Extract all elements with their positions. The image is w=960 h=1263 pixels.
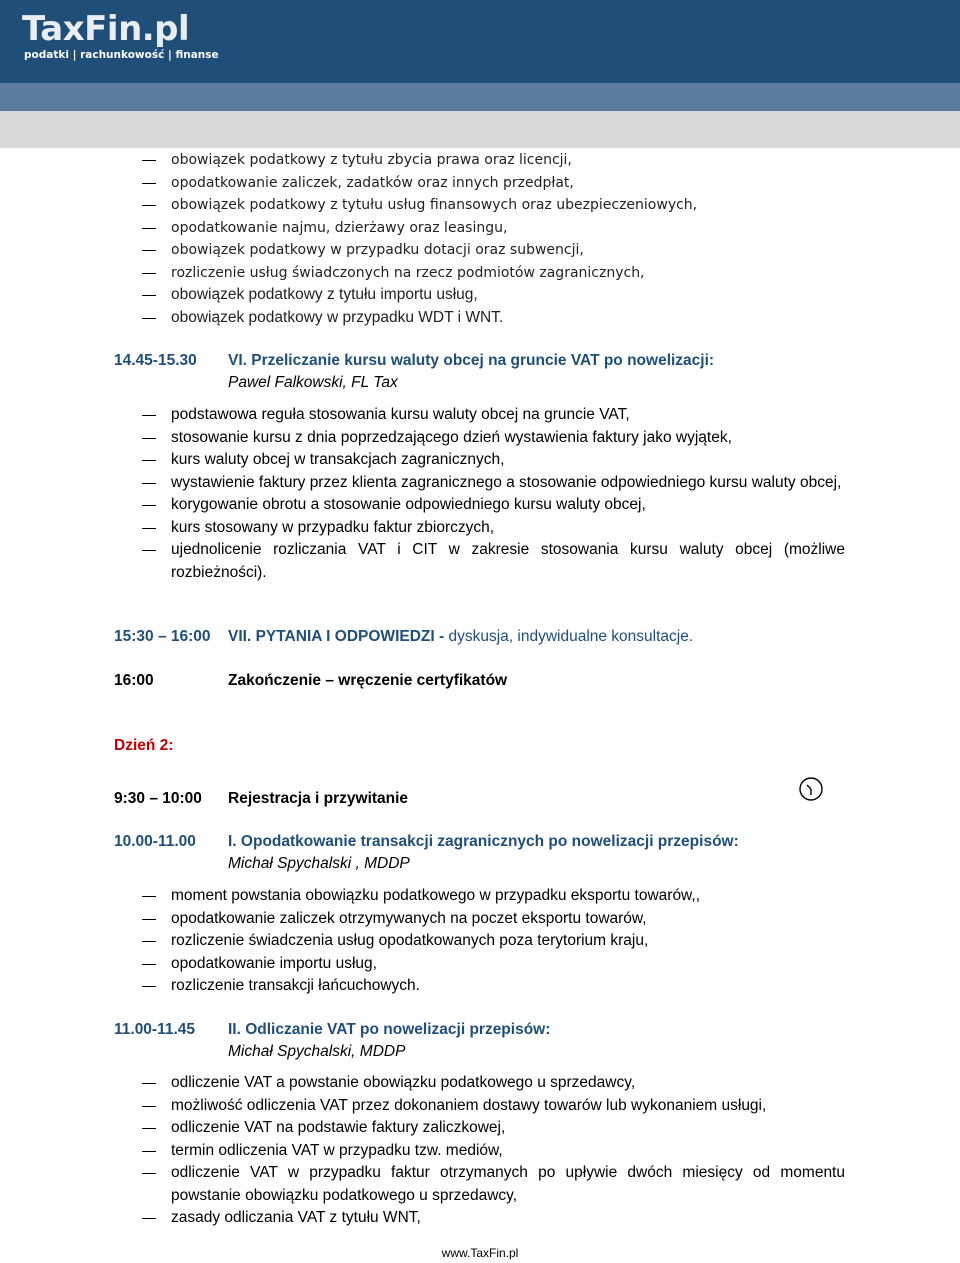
logo-tagline: podatki | rachunkowość | finanse [24,49,219,61]
header-grey-strip [0,111,960,148]
session-title: VI. Przeliczanie kursu waluty obcej na gruncie VAT po nowelizacji: [228,352,715,369]
footer-url: www.TaxFin.pl [441,1246,519,1260]
list-item: rozliczenie usług świadczonych na rzecz podmiotów zagranicznych, [0,262,845,285]
session-time: 14.45-15.30 [114,352,197,369]
session-speaker: Pawel Falkowski, FL Tax [228,374,398,391]
list-item: moment powstania obowiązku podatkowego w przypadku eksportu towarów,, [0,885,845,908]
list-item: rozliczenie transakcji łańcuchowych. [0,975,845,998]
session-time: 15:30 – 16:00 [114,628,211,645]
header-bar [0,0,960,83]
list-item: odliczenie VAT na podstawie faktury zaliczkowej, [0,1117,845,1140]
session-speaker: Michał Spychalski, MDDP [228,1043,406,1060]
list-item: odliczenie VAT a powstanie obowiązku podatkowego u sprzedawcy, [0,1072,845,1095]
logo-text: TaxFin.pl [22,9,190,49]
list-item: możliwość odliczenia VAT przez dokonaniem dostawy towarów lub wykonaniem usługi, [0,1095,845,1118]
session-title: VII. PYTANIA I ODPOWIEDZI - dyskusja, indywidualne konsultacje. [228,628,694,645]
list-item: obowiązek podatkowy w przypadku dotacji oraz subwencji, [0,239,845,262]
list-item: odliczenie VAT w przypadku faktur otrzymanych po upływie dwóch miesięcy od momentu powstanie obowiązku podatkowego u sprzedawcy, [0,1162,845,1207]
list-item: rozliczenie świadczenia usług opodatkowanych poza terytorium kraju, [0,930,845,953]
session-2-topics [0,1072,845,1230]
list-item: termin odliczenia VAT w przypadku tzw. mediów, [0,1140,845,1163]
list-item: kurs waluty obcej w transakcjach zagranicznych, [0,449,845,472]
list-item: obowiązek podatkowy z tytułu usług finansowych oraz ubezpieczeniowych, [0,194,845,217]
list-item: korygowanie obrotu a stosowanie odpowiedniego kursu waluty obcej, [0,494,845,517]
session-6-topics [0,404,845,584]
list-item: obowiązek podatkowy z tytułu importu usług, [0,284,845,307]
registration-title: Rejestracja i przywitanie [228,790,409,807]
list-item: zasady odliczania VAT z tytułu WNT, [0,1207,845,1230]
session-1-topics [0,885,845,998]
topic-list-a [0,149,845,329]
session-title: II. Odliczanie VAT po nowelizacji przepisów: [228,1021,551,1038]
session-time: 10.00-11.00 [114,833,196,850]
session-time: 11.00-11.45 [114,1021,196,1038]
list-item: obowiązek podatkowy w przypadku WDT i WNT. [0,307,845,330]
list-item: obowiązek podatkowy z tytułu zbycia prawa oraz licencji, [0,149,845,172]
list-item: opodatkowanie zaliczek otrzymywanych na poczet eksportu towarów, [0,908,845,931]
list-item: podstawowa reguła stosowania kursu waluty obcej na gruncie VAT, [0,404,845,427]
clock-icon [799,777,823,801]
session-title: I. Opodatkowanie transakcji zagranicznych po nowelizacji przepisów: [228,833,739,850]
registration-time: 9:30 – 10:00 [114,790,202,807]
closing-title: Zakończenie – wręczenie certyfikatów [228,672,508,689]
header-band [0,83,960,111]
list-item: wystawienie faktury przez klienta zagranicznego a stosowanie odpowiedniego kursu waluty obcej, [0,472,845,495]
list-item: kurs stosowany w przypadku faktur zbiorczych, [0,517,845,540]
list-item: ujednolicenie rozliczania VAT i CIT w zakresie stosowania kursu waluty obcej (możliwe rozbieżności). [0,539,845,584]
list-item: opodatkowanie zaliczek, zadatków oraz innych przedpłat, [0,172,845,195]
list-item: opodatkowanie najmu, dzierżawy oraz leasingu, [0,217,845,240]
list-item: opodatkowanie importu usług, [0,953,845,976]
list-item: stosowanie kursu z dnia poprzedzającego dzień wystawienia faktury jako wyjątek, [0,427,845,450]
closing-time: 16:00 [114,672,154,689]
session-speaker: Michał Spychalski , MDDP [228,855,410,872]
